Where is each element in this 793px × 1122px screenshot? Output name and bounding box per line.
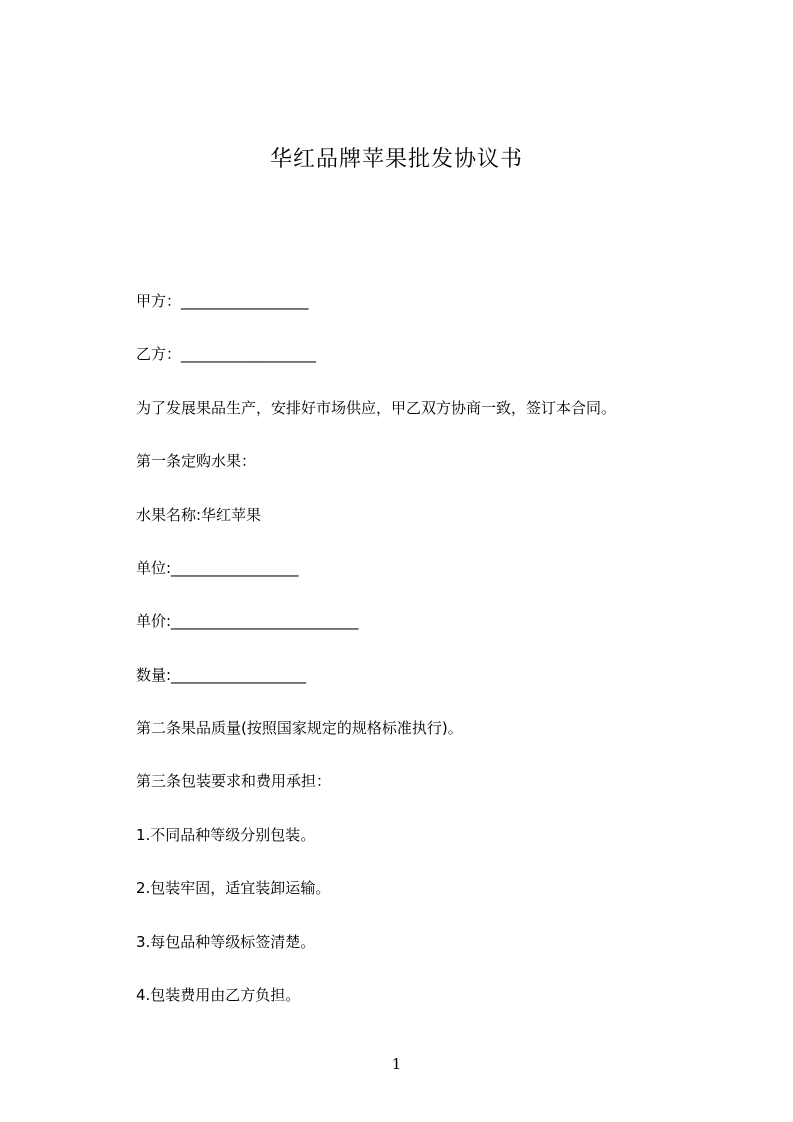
preamble-paragraph: 为了发展果品生产，安排好市场供应，甲乙双方协商一致，签订本合同。 — [136, 399, 617, 417]
packaging-item-4: 4.包装费用由乙方负担。 — [136, 986, 301, 1004]
article-2-heading: 第二条果品质量(按照国家规定的规格标准执行)。 — [136, 719, 463, 737]
article-3-heading: 第三条包装要求和费用承担： — [136, 772, 332, 790]
quantity-line: 数量:__________________ — [136, 666, 307, 684]
packaging-item-2: 2.包装牢固，适宜装卸运输。 — [136, 879, 331, 897]
party-b-line: 乙方：__________________ — [136, 345, 317, 363]
unit-price-line: 单价:_________________________ — [136, 612, 359, 630]
page-number: 1 — [391, 1055, 402, 1073]
document-title: 华红品牌苹果批发协议书 — [269, 147, 523, 172]
packaging-item-3: 3.每包品种等级标签清楚。 — [136, 933, 316, 951]
fruit-name-line: 水果名称:华红苹果 — [136, 506, 262, 524]
party-a-line: 甲方：_________________ — [136, 292, 309, 310]
unit-line: 单位:_________________ — [136, 559, 299, 577]
article-1-heading: 第一条定购水果： — [136, 452, 257, 470]
packaging-item-1: 1.不同品种等级分别包装。 — [136, 826, 316, 844]
